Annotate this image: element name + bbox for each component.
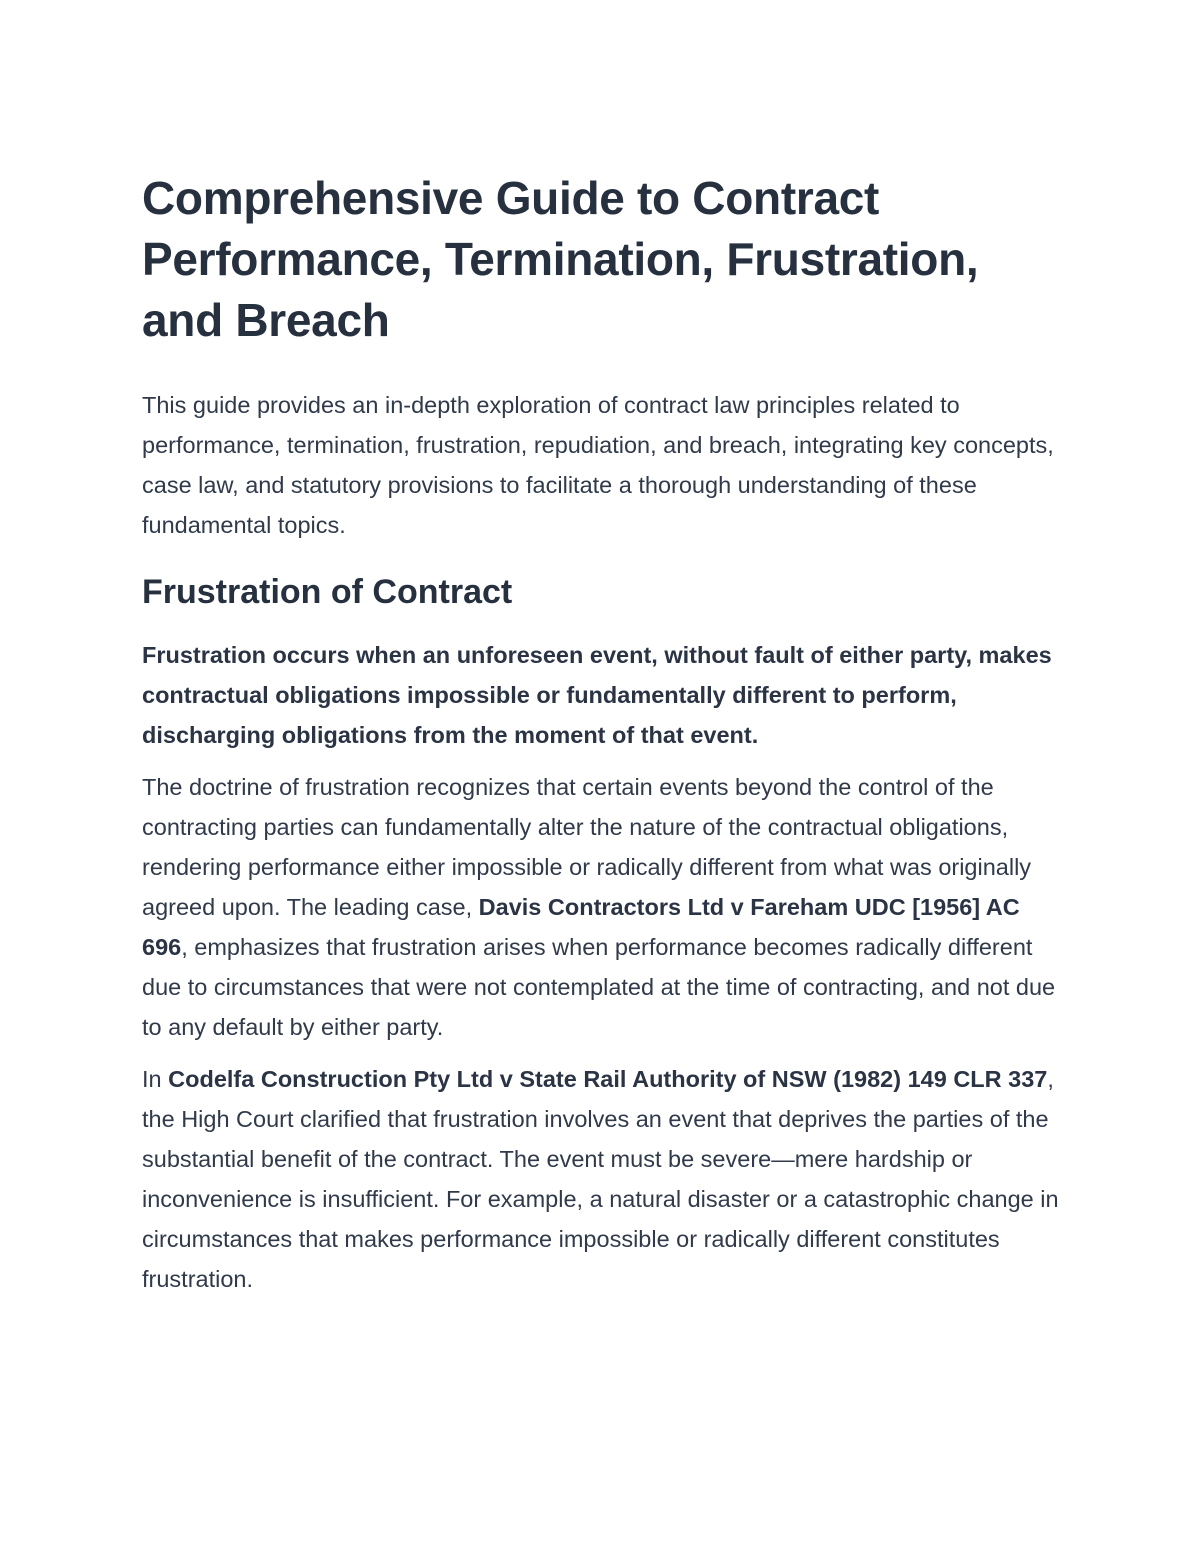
document-title: Comprehensive Guide to Contract Performance, Termination, Frustration, and Breach — [142, 172, 979, 346]
case-citation: Codelfa Construction Pty Ltd v State Rail Authority of NSW (1982) 149 CLR 337 — [168, 1066, 1048, 1092]
paragraph-text: The doctrine of frustration recognizes that certain events beyond the control of the contracting parties can fundamentally alter the nature of the contractual obligations, rendering performance either impossible or radically different from what was originally agreed upon. The leading case, — [142, 774, 1032, 920]
paragraph-text: , emphasizes that frustration arises when performance becomes radically different due to circumstances that were not contemplated at the time of contracting, and not due to any default by either party. — [142, 934, 1056, 1040]
paragraph-text: In — [142, 1066, 169, 1092]
document-page — [142, 168, 1062, 1299]
intro-paragraph: This guide provides an in-depth exploration of contract law principles related to performance, termination, frustration, repudiation, and breach, integrating key concepts, case law, and statutory provisions to facilitate a thorough understanding of these fundamental topics. — [142, 392, 1054, 538]
case-citation: Davis Contractors Ltd v Fareham UDC [1956] AC 696 — [142, 894, 1020, 960]
paragraph-doctrine — [142, 767, 1062, 1047]
paragraph-text: , the High Court clarified that frustration involves an event that deprives the parties of the substantial benefit of the contract. The event must be severe—mere hardship or inconvenience is insufficient. For example, a natural disaster or a catastrophic change in circumstances that makes performance impossible or radically different constitutes frustration. — [142, 1066, 1059, 1292]
section-heading: Frustration of Contract — [142, 573, 513, 611]
paragraph-codelfa — [142, 1059, 1062, 1299]
lead-paragraph: Frustration occurs when an unforeseen event, without fault of either party, makes contractual obligations impossible or fundamentally different to perform, discharging obligations from the moment of that event. — [142, 642, 1052, 748]
